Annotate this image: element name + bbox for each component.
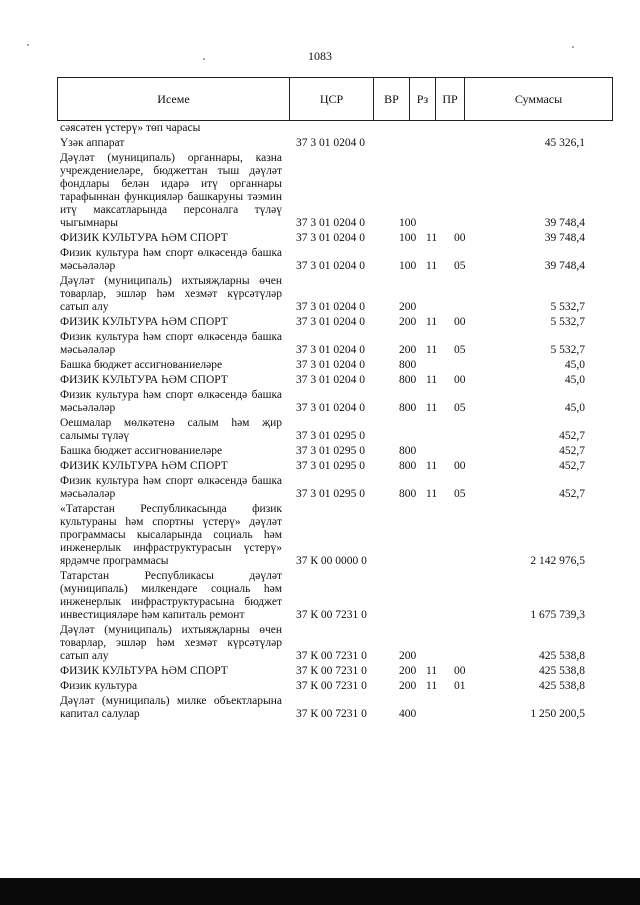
table-row xyxy=(60,359,585,372)
row-name: ФИЗИК КУЛЬТУРА ҺӘМ СПОРТ xyxy=(60,232,228,244)
row-rz: 11 xyxy=(426,402,438,414)
table-row xyxy=(60,122,585,135)
row-name: Оешмалар мөлкәтенә салым һәм җир салымы түләү xyxy=(60,417,282,442)
row-csr: 37 К 00 7231 0 xyxy=(296,650,367,662)
row-csr: 37 3 01 0204 0 xyxy=(296,217,365,229)
row-csr: 37 К 00 0000 0 xyxy=(296,555,367,567)
table-row xyxy=(60,152,585,230)
row-vr: 800 xyxy=(399,374,417,386)
row-csr: 37 3 01 0204 0 xyxy=(296,137,365,149)
table-row xyxy=(60,680,585,693)
row-csr: 37 3 01 0204 0 xyxy=(296,374,365,386)
row-name: Дәүләт (муниципаль) ихтыяҗларны өчен товарлар, эшләр һәм хезмәт күрсәтүләр сатып алу xyxy=(60,624,282,662)
table-row xyxy=(60,570,585,622)
row-csr: 37 3 01 0204 0 xyxy=(296,260,365,272)
table-row xyxy=(60,475,585,501)
row-sum: 45,0 xyxy=(564,359,585,371)
table-row xyxy=(60,624,585,663)
table-row xyxy=(60,137,585,150)
row-name: Физик культура һәм спорт өлкәсендә башка мәсьәләләр xyxy=(60,247,282,272)
row-sum: 452,7 xyxy=(559,430,585,442)
row-csr: 37 3 01 0204 0 xyxy=(296,301,365,313)
table-row xyxy=(60,460,585,473)
scan-bottom-edge xyxy=(0,878,640,905)
row-vr: 800 xyxy=(399,359,417,371)
row-vr: 200 xyxy=(399,680,417,692)
row-csr: 37 3 01 0295 0 xyxy=(296,488,365,500)
row-pr: 05 xyxy=(454,402,466,414)
table-row xyxy=(60,389,585,415)
row-vr: 200 xyxy=(399,344,417,356)
row-csr: 37 К 00 7231 0 xyxy=(296,708,367,720)
row-csr: 37 3 01 0295 0 xyxy=(296,445,365,457)
row-sum: 45,0 xyxy=(564,402,585,414)
scan-speck xyxy=(572,46,574,48)
row-vr: 800 xyxy=(399,445,417,457)
row-sum: 452,7 xyxy=(559,460,585,472)
row-sum: 1 675 739,3 xyxy=(530,609,585,621)
row-name: Физик культура xyxy=(60,680,138,692)
row-sum: 39 748,4 xyxy=(544,232,585,244)
row-vr: 100 xyxy=(399,232,417,244)
row-name: сәясәтен үстерү» төп чарасы xyxy=(60,122,201,134)
row-pr: 00 xyxy=(454,232,466,244)
header-vr: ВР xyxy=(374,78,410,121)
table-row xyxy=(60,232,585,245)
row-sum: 425 538,8 xyxy=(539,680,585,692)
row-pr: 05 xyxy=(454,488,466,500)
row-name: Физик культура һәм спорт өлкәсендә башка мәсьәләләр xyxy=(60,389,282,414)
row-name: Физик культура һәм спорт өлкәсендә башка мәсьәләләр xyxy=(60,331,282,356)
row-name: ФИЗИК КУЛЬТУРА ҺӘМ СПОРТ xyxy=(60,665,228,677)
row-vr: 100 xyxy=(399,260,417,272)
row-csr: 37 К 00 7231 0 xyxy=(296,609,367,621)
header-rz: Рз xyxy=(410,78,436,121)
row-pr: 05 xyxy=(454,344,466,356)
table-row xyxy=(60,275,585,314)
row-sum: 2 142 976,5 xyxy=(530,555,585,567)
row-rz: 11 xyxy=(426,260,438,272)
row-rz: 11 xyxy=(426,488,438,500)
row-sum: 5 532,7 xyxy=(550,301,585,313)
row-rz: 11 xyxy=(426,316,438,328)
row-sum: 39 748,4 xyxy=(544,260,585,272)
row-name: «Татарстан Республикасында физик культураны һәм спортны үстерү» дәүләт программасы кысаларында социаль һәм инженерлык инфраструктурасын үстерү» ярдәмче программасы xyxy=(60,503,282,567)
row-sum: 45 326,1 xyxy=(544,137,585,149)
row-rz: 11 xyxy=(426,344,438,356)
row-vr: 200 xyxy=(399,665,417,677)
table-row xyxy=(60,374,585,387)
row-sum: 39 748,4 xyxy=(544,217,585,229)
row-rz: 11 xyxy=(426,665,438,677)
row-vr: 200 xyxy=(399,650,417,662)
row-vr: 400 xyxy=(399,708,417,720)
row-name: Дәүләт (муниципаль) органнары, казна учреждениеләре, бюджеттан тыш дәүләт фондлары белән идарә итү органнары тарафыннан функцияләр башкаруны тәэмин итү максатларында персоналга түләү чыгымнары xyxy=(60,152,282,229)
table-body xyxy=(60,122,585,721)
table-header xyxy=(57,77,613,121)
table-row xyxy=(60,665,585,678)
row-sum: 452,7 xyxy=(559,445,585,457)
row-rz: 11 xyxy=(426,232,438,244)
row-rz: 11 xyxy=(426,460,438,472)
row-csr: 37 3 01 0295 0 xyxy=(296,460,365,472)
row-csr: 37 К 00 7231 0 xyxy=(296,680,367,692)
row-pr: 01 xyxy=(454,680,466,692)
row-rz: 11 xyxy=(426,680,438,692)
row-sum: 5 532,7 xyxy=(550,344,585,356)
row-name: Физик культура һәм спорт өлкәсендә башка мәсьәләләр xyxy=(60,475,282,500)
row-csr: 37 3 01 0204 0 xyxy=(296,232,365,244)
header-csr: ЦСР xyxy=(290,78,374,121)
row-sum: 1 250 200,5 xyxy=(530,708,585,720)
row-sum: 425 538,8 xyxy=(539,665,585,677)
row-name: ФИЗИК КУЛЬТУРА ҺӘМ СПОРТ xyxy=(60,460,228,472)
table-row xyxy=(60,445,585,458)
row-vr: 800 xyxy=(399,402,417,414)
row-vr: 200 xyxy=(399,301,417,313)
header-sum: Суммасы xyxy=(465,78,613,121)
scan-speck xyxy=(203,58,205,60)
table-row xyxy=(60,503,585,568)
row-csr: 37 3 01 0204 0 xyxy=(296,359,365,371)
row-name: Үзәк аппарат xyxy=(60,137,125,149)
row-pr: 05 xyxy=(454,260,466,272)
scan-speck xyxy=(27,44,29,46)
table-row xyxy=(60,247,585,273)
row-name: Татарстан Республикасы дәүләт (муниципаль) милкендәге социаль һәм инженерлык инфраструктурасына бюджет инвестицияләре һәм капиталь ремонт xyxy=(60,570,282,621)
row-vr: 800 xyxy=(399,488,417,500)
row-sum: 5 532,7 xyxy=(550,316,585,328)
row-name: ФИЗИК КУЛЬТУРА ҺӘМ СПОРТ xyxy=(60,374,228,386)
row-rz: 11 xyxy=(426,374,438,386)
table-row xyxy=(60,316,585,329)
row-csr: 37 3 01 0295 0 xyxy=(296,430,365,442)
row-vr: 800 xyxy=(399,460,417,472)
row-pr: 00 xyxy=(454,665,466,677)
row-name: Башка бюджет ассигнованиеләре xyxy=(60,359,223,371)
row-pr: 00 xyxy=(454,460,466,472)
row-pr: 00 xyxy=(454,316,466,328)
row-sum: 425 538,8 xyxy=(539,650,585,662)
row-csr: 37 3 01 0204 0 xyxy=(296,402,365,414)
header-pr: ПР xyxy=(436,78,465,121)
row-csr: 37 К 00 7231 0 xyxy=(296,665,367,677)
page-number: 1083 xyxy=(308,49,332,63)
table-row xyxy=(60,417,585,443)
row-vr: 100 xyxy=(399,217,417,229)
row-name: Дәүләт (муниципаль) милке объектларына капитал салулар xyxy=(60,695,282,720)
row-name: ФИЗИК КУЛЬТУРА ҺӘМ СПОРТ xyxy=(60,316,228,328)
row-name: Башка бюджет ассигнованиеләре xyxy=(60,445,223,457)
row-csr: 37 3 01 0204 0 xyxy=(296,316,365,328)
row-sum: 452,7 xyxy=(559,488,585,500)
table-row xyxy=(60,695,585,721)
row-csr: 37 3 01 0204 0 xyxy=(296,344,365,356)
row-name: Дәүләт (муниципаль) ихтыяҗларны өчен товарлар, эшләр һәм хезмәт күрсәтүләр сатып алу xyxy=(60,275,282,313)
row-sum: 45,0 xyxy=(564,374,585,386)
header-name: Исеме xyxy=(58,78,290,121)
row-pr: 00 xyxy=(454,374,466,386)
row-vr: 200 xyxy=(399,316,417,328)
table-row xyxy=(60,331,585,357)
